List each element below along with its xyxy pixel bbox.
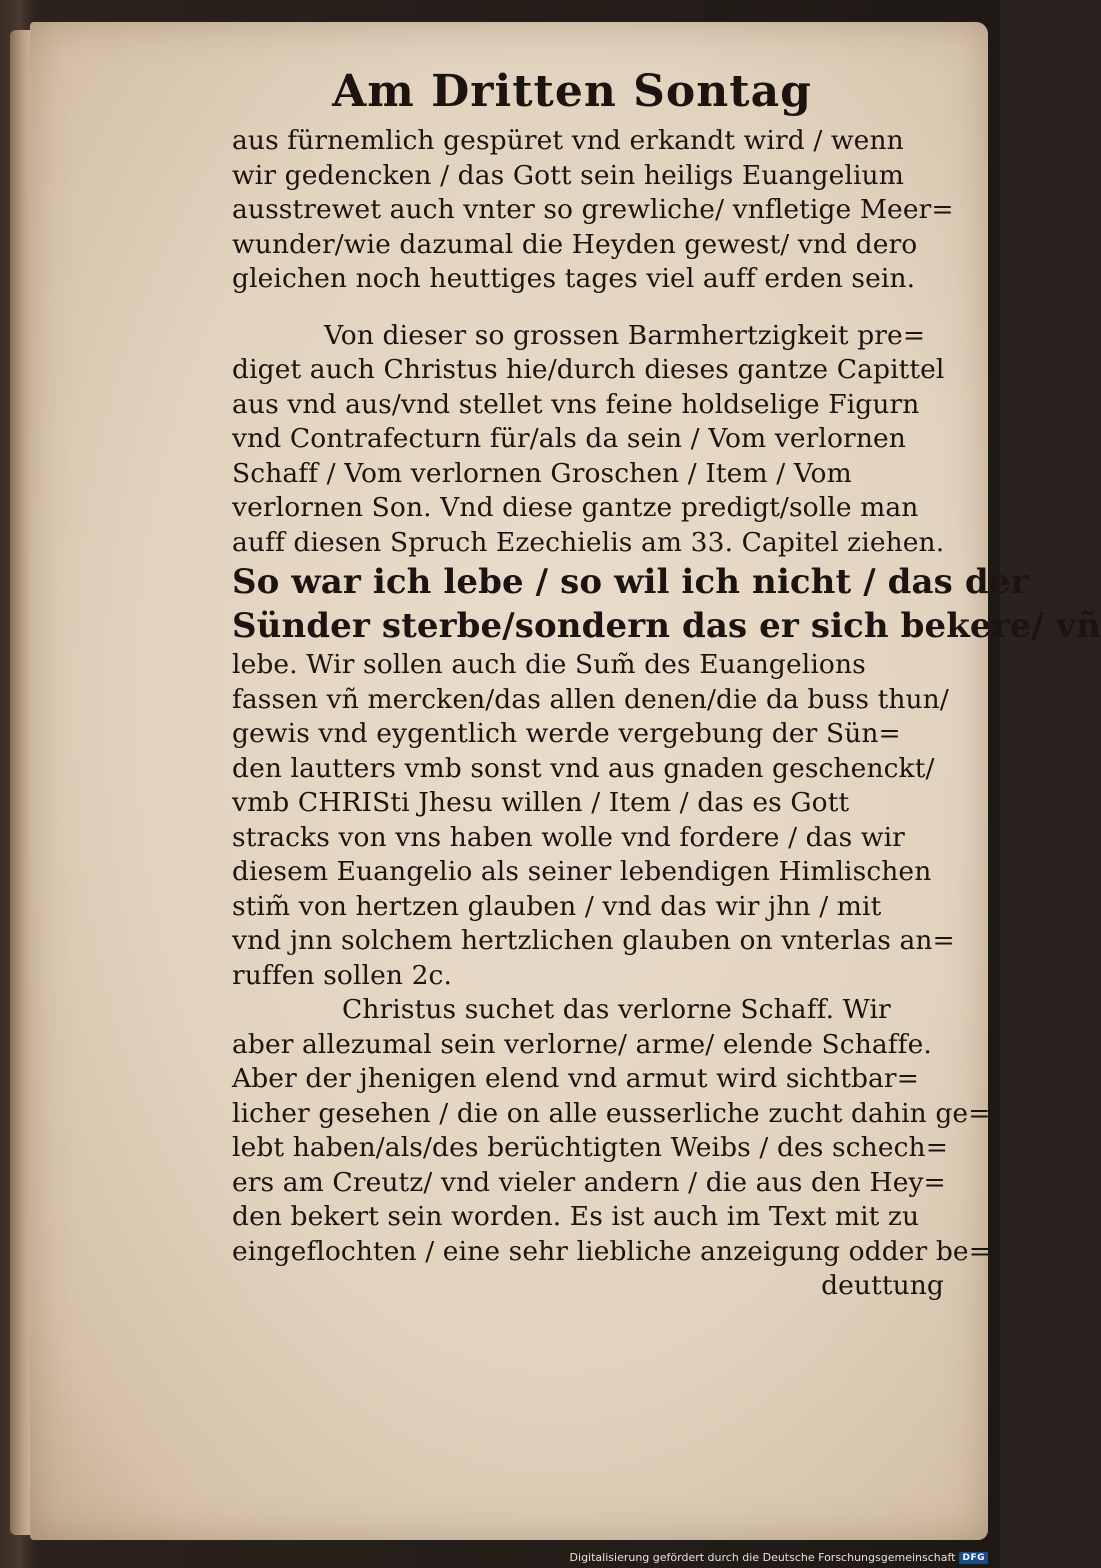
text-line: Christus suchet das verlorne Schaff. Wir <box>342 994 891 1025</box>
text-line: gleichen noch heuttiges tages viel auff erden sein. <box>232 263 916 294</box>
text-line: eingeflochten / eine sehr liebliche anzeigung odder be= <box>232 1235 992 1267</box>
text-line: Schaff / Vom verlornen Groschen / Item / Vom <box>232 457 852 489</box>
text-line: Von dieser so grossen Barmhertzigkeit pre= <box>324 319 926 351</box>
digitization-credit <box>570 1551 988 1564</box>
text-line: auff diesen Spruch Ezechielis am 33. Capitel ziehen. <box>232 526 945 558</box>
text-line: aus fürnemlich gespüret vnd erkandt wird / wenn <box>232 125 904 156</box>
text-line: gewis vnd eygentlich werde vergebung der Sün= <box>232 718 901 749</box>
text-line: aus vnd aus/vnd stellet vns feine holdselige Figurn <box>232 388 920 420</box>
text-line: vmb CHRISti Jhesu willen / Item / das es Gott <box>232 787 850 818</box>
text-line: ruffen sollen 2c. <box>232 959 453 991</box>
text-line: wunder/wie dazumal die Heyden gewest/ vnd dero <box>232 228 918 260</box>
text-line: vnd Contrafecturn für/als da sein / Vom verlornen <box>232 423 906 454</box>
catchword: deuttung <box>821 1270 944 1301</box>
credit-text: Digitalisierung gefördert durch die Deutsche Forschungsgemeinschaft <box>569 1551 956 1564</box>
text-line: stracks von vns haben wolle vnd fordere / das wir <box>232 821 905 853</box>
scripture-quote-line: Sünder sterbe/sondern das er sich bekere/ vñ <box>232 606 1101 646</box>
text-line: diget auch Christus hie/durch dieses gantze Capittel <box>232 354 945 385</box>
scripture-quote-line: So war ich lebe / so wil ich nicht / das der <box>232 562 1029 602</box>
text-line: vnd jnn solchem hertzlichen glauben on vnterlas an= <box>232 925 955 956</box>
page-text <box>232 60 1101 1304</box>
page-edge <box>10 30 30 1535</box>
text-line: verlornen Son. Vnd diese gantze predigt/solle man <box>232 492 919 523</box>
text-line: diesem Euangelio als seiner lebendigen Himlischen <box>232 856 932 887</box>
running-head: Am Dritten Sontag <box>332 66 812 117</box>
text-line: den lautters vmb sonst vnd aus gnaden geschenckt/ <box>232 752 935 784</box>
text-line: lebt haben/als/des berüchtigten Weibs / des schech= <box>232 1132 949 1163</box>
text-line: ers am Creutz/ vnd vieler andern / die aus den Hey= <box>232 1166 946 1198</box>
text-line: Aber der jhenigen elend vnd armut wird sichtbar= <box>232 1063 919 1094</box>
paragraph-gap <box>232 297 952 319</box>
text-line: wir gedencken / das Gott sein heiligs Euangelium <box>232 159 904 191</box>
dfg-logo: DFG <box>959 1552 988 1564</box>
text-line: stim̃ von hertzen glauben / vnd das wir jhn / mit <box>232 890 882 922</box>
text-line: den bekert sein worden. Es ist auch im Text mit zu <box>232 1201 920 1232</box>
text-line: fassen vñ mercken/das allen denen/die da buss thun/ <box>232 683 949 715</box>
text-line: ausstrewet auch vnter so grewliche/ vnfletige Meer= <box>232 194 954 225</box>
text-line: aber allezumal sein verlorne/ arme/ elende Schaffe. <box>232 1028 932 1060</box>
text-line: lebe. Wir sollen auch die Sum̃ des Euangelions <box>232 649 866 680</box>
text-line: licher gesehen / die on alle eusserliche zucht dahin ge= <box>232 1097 991 1129</box>
